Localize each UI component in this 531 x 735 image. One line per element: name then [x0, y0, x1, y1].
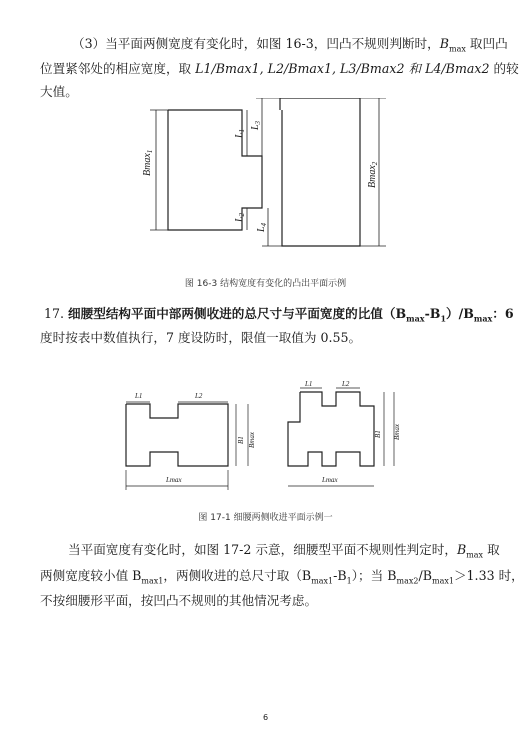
bmax-sub: max — [449, 44, 466, 54]
fig2-label-b1-left: B1 — [237, 436, 245, 444]
fig2-label-lmax-right: Lmax — [322, 476, 338, 484]
label-l2: $L_2$ — [234, 212, 246, 222]
fig2-label-lmax-left: Lmax — [166, 476, 182, 484]
para1-line2-a: 位置紧邻处的相应宽度，取 — [40, 61, 196, 76]
fig2-label-l2-right: L2 — [342, 380, 350, 388]
label-bmax2: Bmax$_2$ — [367, 161, 379, 188]
paragraph-3-line-1: 当平面宽度有变化时，如图 17-2 示意，细腰型平面不规则性判定时，$B_{max}$ 取 — [68, 542, 500, 560]
left-shape-outline — [168, 110, 262, 230]
fig2-label-b1-right: B1 — [374, 430, 382, 438]
label-l3: $L_3$ — [250, 120, 262, 130]
right-waist-shape — [288, 392, 374, 466]
fig2-label-bmax-left: Bmax — [248, 432, 256, 448]
fig2-label-bmax-right: Bmax — [393, 424, 401, 440]
page-number: 6 — [262, 713, 269, 722]
paragraph-2-line-2: 度时按表中数值执行，7 度设防时，限值一取值为 0.55。 — [40, 330, 362, 345]
left-waist-shape — [126, 404, 228, 466]
figure-17-1 — [0, 378, 531, 498]
para1-line2-b: 的较大值。 — [40, 61, 519, 99]
fig2-label-l2-left: L2 — [195, 392, 203, 400]
label-l1: $L_1$ — [234, 128, 246, 138]
label-l4: $L_4$ — [256, 222, 268, 232]
figure-16-3-caption: 图 16-3 结构宽度有变化的凸出平面示例 — [184, 279, 347, 289]
para2-title: 细腰型结构平面中部两侧收进的总尺寸与平面宽度的比值$(B_{max}-B_1)/B_{max}$：6 — [68, 306, 514, 324]
right-shape-outline — [280, 98, 360, 246]
para2-num: 17. — [44, 306, 69, 321]
label-bmax1: Bmax$_1$ — [142, 149, 154, 176]
fig2-label-l1-right: L1 — [305, 380, 313, 388]
figure-17-1-caption: 图 17-1 细腰两侧收进平面示例一 — [198, 513, 333, 523]
para1-ratios: L1/Bmax1, L2/Bmax1, L3/Bmax2 和 L4/Bmax2 — [195, 61, 490, 76]
paragraph-3-line-3: 不按细腰形平面，按凹凸不规则的其他情况考虑。 — [40, 593, 318, 608]
para1-prefix: （3）当平面两侧宽度有变化时，如图 16-3，凹凸不规则判断时， — [72, 36, 440, 51]
bmax-symbol: B — [439, 36, 450, 51]
fig2-label-l1-left: L1 — [135, 392, 143, 400]
para1-mid: 取凹凸 — [465, 36, 508, 51]
figure-16-3 — [0, 98, 531, 268]
paragraph-3-line-2: 两侧宽度较小值 $B_{max1}$，两侧收进的总尺寸取$(B_{max1}-B_1)$；当 $B_{max2}/B_{max1}>1.33$ 时， — [40, 568, 524, 586]
paragraph-1-line-2 — [40, 57, 531, 103]
